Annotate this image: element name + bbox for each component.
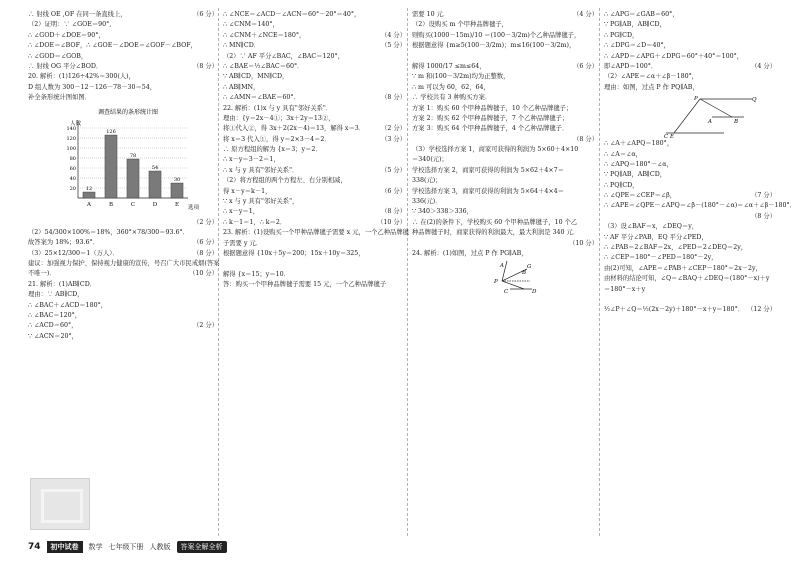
y-tick-label: 60 [69, 165, 76, 172]
answer-line [28, 83, 218, 93]
answer-text: 得 x－y＝k－1， [223, 187, 272, 195]
answer-text: ∴ ∠QPE＝∠CEP＝∠β， [604, 192, 677, 200]
answer-column-3 [412, 10, 598, 297]
answer-line [604, 212, 776, 222]
score-mark: （12 分） [745, 305, 776, 315]
answer-text: 336(元)． [412, 198, 442, 206]
answer-text: 21. 解析：(1)AB∥CD． [28, 280, 97, 288]
answer-line [28, 31, 218, 41]
answer-line [28, 218, 218, 228]
answer-text: 则购买(1000－15m)/10 ＝(100－3/2m)个乙种品牌毽子， [412, 31, 581, 39]
bar [105, 135, 117, 198]
answer-text: 22. 解析：(1)x 与 y 具有"邻好关系"． [223, 104, 333, 112]
q19-solution-tail [28, 10, 218, 72]
answer-line [604, 10, 776, 20]
fig1-label-a: A [500, 263, 504, 270]
answer-text: 理由：{y＝2x－4①；3x＋2y＝13②， [223, 114, 335, 122]
answer-text: ∴ 射线 OE ,OF 在同一条直线上， [28, 11, 127, 18]
answer-text: ∵ 340＞338＞336， [412, 208, 473, 216]
answer-line [223, 197, 406, 207]
fig2-label-p: P [694, 96, 698, 103]
answer-line [604, 160, 776, 170]
answer-text: 需要 10 元． [412, 11, 450, 18]
score-mark: （2 分） [379, 124, 406, 134]
answer-text: ∴ ∠APE＝∠QPE－∠APQ＝∠β－(180°－∠α)＝∠α＋∠β－180°． [604, 202, 796, 210]
answer-text: ∴ MN∥CD． [223, 42, 261, 50]
y-axis-label: 人数 [70, 120, 82, 127]
answer-text: ∴ ∠GOD＝∠GOB， [28, 52, 88, 60]
answer-line [223, 280, 406, 290]
answer-line [28, 290, 218, 300]
score-mark: （4 分） [749, 62, 776, 72]
score-mark: （4 分） [379, 31, 406, 41]
answer-line [223, 83, 406, 93]
answer-text: 解得 {x＝15；y＝10． [223, 270, 290, 278]
answer-line [223, 228, 409, 238]
answer-line [223, 41, 406, 51]
answer-text: 将①代入②，得 3x＋2(2x－4)＝13，解得 x＝3． [223, 125, 366, 133]
bar-value-label: 30 [173, 176, 181, 183]
footer-edition: 人教版 [149, 543, 171, 551]
score-mark: （3 分） [379, 135, 406, 145]
fig2-label-q: Q [752, 97, 757, 104]
answer-line [604, 41, 776, 51]
fig2-label-b: B [734, 119, 739, 126]
bar [83, 192, 95, 198]
page-footer [28, 540, 227, 554]
score-mark: （7 分） [749, 191, 776, 201]
answer-line [412, 52, 598, 62]
answer-line [223, 270, 406, 280]
answer-line [223, 155, 406, 165]
answer-line [223, 72, 406, 82]
answer-text: 建议：加强视力保护、保持视力健康的宣传，号召广大市民戒烟(答案 [28, 260, 220, 268]
q23-q24-solution [412, 10, 598, 259]
answer-text: ∴ ∠NCE＝∠ACD－∠ACN＝60°－20°＝40°， [223, 11, 361, 18]
answer-line [412, 124, 598, 134]
answer-line [28, 41, 218, 51]
answer-line [412, 114, 598, 124]
answer-text: 23. 解析：(1)设购买一个甲种品牌毽子需要 x 元，一个乙种品牌毽 [223, 229, 409, 237]
answer-line [412, 239, 598, 249]
fig2-label-c: C [664, 134, 669, 141]
answer-line [412, 228, 598, 238]
answer-line [604, 285, 776, 295]
answer-line [604, 181, 776, 191]
answer-line [604, 72, 776, 82]
answer-line [604, 222, 776, 232]
bar [127, 159, 139, 198]
answer-line [412, 176, 598, 186]
answer-text: ∵ m 和(100－3/2m)均为正整数， [412, 73, 510, 81]
answer-text: ∴ ∠BAE＝½∠BAC＝60°． [223, 62, 304, 70]
answer-line [223, 145, 406, 155]
answer-text: （3）25×12/300＝1（万人）． [28, 249, 119, 257]
answer-text: ∴ m 可以为 60，62，64， [412, 83, 490, 91]
brand-logo: 初中试卷 [47, 541, 83, 553]
answer-text: 方案 2：购买 62 个甲种品牌毽子，7 个乙种品牌毽子； [412, 114, 569, 122]
geometry-figure-2 [604, 93, 776, 139]
answer-text: 338(元)； [412, 177, 442, 185]
answer-text: ∴ ∠DPG＝∠D＝40°， [604, 42, 670, 50]
y-tick-label: 140 [66, 125, 76, 132]
answer-text: （2）54/300×100%＝18%，360°×78/300＝93.6°． [28, 228, 189, 236]
answer-line [223, 20, 406, 30]
q24-solution-part2 [604, 139, 796, 316]
answer-line [412, 135, 598, 145]
answer-line [412, 155, 598, 165]
x-tick-label: D [152, 201, 158, 208]
x-tick-label: A [87, 201, 91, 208]
answer-column-4 [604, 10, 796, 316]
answer-text: ∴ PQ∥CD， [604, 181, 639, 189]
answer-line [412, 83, 598, 93]
answer-line [604, 233, 776, 243]
answer-line [223, 239, 406, 249]
q24-solution-part1 [604, 10, 776, 93]
answer-line [604, 295, 776, 305]
answer-text: ∴ ∠ACD＝60°， [28, 322, 78, 330]
figure-q24-2 [604, 93, 776, 139]
answer-line [223, 218, 406, 228]
answer-line [28, 280, 218, 290]
answer-line [412, 197, 598, 207]
answer-text: ＝180°－x＋y [604, 285, 646, 293]
score-mark: （6 分） [191, 10, 218, 20]
score-mark: （2 分） [191, 321, 218, 331]
page-number: 74 [28, 542, 41, 552]
answer-text: 学校选择方案 2，商家可获得的利润为 5×62＋4×7＝ [412, 166, 564, 174]
bar-value-label: 126 [106, 128, 116, 135]
answer-text: 理由：如图，过点 P 作 PQ∥AB， [604, 83, 699, 91]
bar-value-label: 12 [85, 185, 93, 192]
answer-line [412, 187, 598, 197]
score-mark: （8 分） [191, 249, 218, 259]
answer-text: （3）学校选择方案 1，商家可获得的利润为 5×60＋4×10 [412, 146, 579, 154]
answer-text: ∴ ∠A＋∠APQ＝180°， [604, 140, 674, 148]
y-tick-label: 40 [69, 175, 76, 182]
answer-line [412, 41, 598, 51]
answer-line [28, 321, 218, 331]
answer-line [412, 104, 598, 114]
answer-line [604, 150, 776, 160]
answer-text: 方案 1：购买 60 个甲种品牌毽子，10 个乙种品牌毽子； [412, 104, 573, 112]
answer-text: ∴ ∠DOE＝∠BOF，∴ ∠GOE－∠DOE＝∠GOF－∠BOF， [28, 42, 197, 50]
answer-text: 子需要 y 元． [223, 239, 263, 247]
answer-text: ∴ ∠A＝∠α， [604, 150, 642, 158]
answer-line [28, 20, 218, 30]
answer-line [412, 218, 598, 228]
answer-text: ∴ ∠BAC＋∠ACD＝180°， [28, 301, 108, 309]
answer-line [223, 259, 406, 269]
x-tick-label: E [174, 201, 180, 208]
answer-line [412, 62, 598, 72]
column-divider [407, 8, 408, 536]
answer-line [223, 104, 406, 114]
answer-line [604, 243, 776, 253]
score-mark: （8 分） [191, 62, 218, 72]
answer-text: （2）∠APE＝∠α＋∠β－180°， [604, 73, 699, 81]
answer-line [28, 259, 218, 269]
footer-subject: 数学 [88, 543, 103, 551]
bar-chart-svg [38, 106, 208, 216]
answer-text: ∴ ∠PAB＝2∠BAF＝2x，∠PED＝2∠DEQ＝2y， [604, 244, 748, 252]
answer-line [223, 52, 406, 62]
answer-text: 不唯一)． [28, 270, 56, 278]
answer-text: ∵ x 与 y 具有"邻好关系"， [223, 198, 299, 206]
answer-line [604, 274, 776, 284]
footer-badge: 答案全解全析 [177, 541, 227, 553]
answer-line [28, 332, 218, 342]
bar [149, 171, 161, 198]
answer-line [28, 228, 218, 238]
answer-line [604, 253, 776, 263]
answer-text: ∴ x－y＝1， [223, 208, 260, 216]
answer-text: ∴ AB∥MN， [223, 83, 260, 91]
geometry-figure-1 [412, 259, 598, 297]
answer-text: 将 x＝3 代入①，得 y＝2×3－4＝2． [223, 135, 331, 143]
fig1-label-d: D [532, 289, 537, 296]
answer-line [604, 52, 776, 62]
answer-text: ∴ ∠GOD＋∠DOE＝90°， [28, 31, 105, 39]
answer-line [223, 135, 406, 145]
q20-solution [28, 72, 218, 103]
x-tick-label: B [108, 201, 114, 208]
score-mark: （5 分） [379, 41, 406, 51]
score-mark: （8 分） [571, 135, 598, 145]
answer-line [223, 62, 406, 72]
answer-line [223, 31, 406, 41]
score-mark: （2 分） [191, 218, 218, 228]
answer-line [28, 269, 218, 279]
answer-line [412, 166, 598, 176]
answer-text: 补全条形统计图如图． [28, 94, 91, 102]
answer-line [604, 20, 776, 30]
answer-text: 由材料的结论可知，∠Q＝∠BAQ＋∠DEQ＝(180°－x)＋y [604, 275, 770, 283]
answer-text: ½∠P＋∠Q＝½(2x－2y)＋180°－x＋y＝180°． [604, 306, 745, 314]
answer-line [223, 124, 406, 134]
answer-text: ∴ ∠CNM＋∠NCE＝180°， [223, 31, 306, 39]
q21-q23-solution [223, 10, 409, 291]
bar-value-label: 54 [151, 164, 159, 171]
fig2-label-e: E [670, 134, 675, 141]
answer-line [28, 10, 218, 20]
footer-grade: 七年级下册 [108, 543, 144, 551]
answer-line [28, 311, 218, 321]
score-mark: （8 分） [379, 207, 406, 217]
answer-text: ∴ ∠CNM＝140°， [223, 21, 279, 29]
answer-line [604, 191, 776, 201]
q20-q21-solution [28, 218, 218, 343]
y-tick-label: 20 [69, 185, 76, 192]
y-tick-label: 80 [69, 155, 76, 162]
score-mark: （10 分） [375, 218, 406, 228]
answer-line [223, 207, 406, 217]
answer-text: 由(2)可知，∠APE＝∠PAB＋∠CEP－180°＝2x－2y， [604, 264, 762, 272]
answer-text: ＝340(元)； [412, 156, 448, 164]
answer-text: 答：购买一个甲种品牌毽子需要 15 元，一个乙种品牌毽子 [223, 281, 387, 289]
answer-text: 根据题意得 {10x＋5y＝200；15x＋10y＝325， [223, 249, 365, 257]
answer-text: （2）∵ AF 平分∠BAC，∠BAC＝120°， [223, 52, 345, 60]
answer-line [412, 207, 598, 217]
answer-text: 20. 解析：(1)126÷42%＝300(人)， [28, 73, 135, 81]
score-mark: （5 分） [379, 166, 406, 176]
answer-text: ∴ PG∥CD， [604, 31, 639, 39]
score-mark: （8 分） [379, 93, 406, 103]
answer-line [412, 10, 598, 20]
answer-text: ∵ ∠ACN＝20°， [28, 332, 78, 340]
answer-text: ∴ x 与 y 具有"邻好关系"． [223, 166, 299, 174]
answer-text: （3）设∠BAF＝x，∠DEQ＝y， [604, 223, 699, 231]
answer-text: ∴ ∠CEP＝180°－∠PED＝180°－2y， [604, 254, 718, 262]
column-divider [599, 8, 600, 536]
answer-line [412, 31, 598, 41]
answer-text: 方案 3：购买 64 个甲种品牌毽子，4 个乙种品牌毽子． [412, 125, 569, 133]
answer-text: （2）将方程组的两个方程左、右分别相减， [223, 177, 347, 185]
score-mark: （6 分） [191, 238, 218, 248]
answer-text: 24. 解析：(1)如图，过点 P 作 PG∥AB， [412, 249, 528, 257]
answer-text: ∴ ∠AMN＝∠BAE＝60°． [223, 94, 300, 102]
answer-line [604, 201, 796, 211]
answer-text: ∴ k－1＝1，∴ k＝2． [223, 218, 287, 226]
answer-text: ∵ PQ∥AB，AB∥CD， [604, 171, 667, 179]
answer-text: ∴ x－y＝3－2＝1， [223, 156, 280, 164]
answer-text: 种品牌毽子时，商家获得的利润最大，最大利润是 340 元． [412, 229, 580, 237]
score-mark: （4 分） [571, 10, 598, 20]
answer-line [28, 52, 218, 62]
y-tick-label: 100 [66, 145, 76, 152]
answer-line [412, 249, 598, 259]
answer-text: ∵ AF 平分∠PAB，EQ 平分∠PED， [604, 233, 708, 241]
answer-line [28, 238, 218, 248]
answer-text: 故答案为 18%；93.6°． [28, 239, 99, 247]
answer-line [604, 139, 776, 149]
bar-chart [38, 106, 218, 216]
score-mark: （6 分） [379, 187, 406, 197]
answer-line [604, 83, 776, 93]
score-mark: （10 分） [187, 269, 218, 279]
fig1-label-p: P [494, 279, 498, 286]
answer-text: ∵ AB∥CD，MN∥CD， [223, 73, 289, 81]
answer-column-1 [28, 10, 218, 342]
answer-line [223, 93, 406, 103]
answer-text: 学校选择方案 3，商家可获得的利润为 5×64＋4×4＝ [412, 187, 564, 195]
answer-line [223, 10, 406, 20]
answer-text: ∵ PG∥AB，AB∥CD， [604, 21, 666, 29]
answer-line [412, 20, 598, 30]
score-mark: （10 分） [567, 239, 598, 249]
answer-text: ∴ 在(2)的条件下，学校购买 60 个甲种品牌毽子，10 个乙 [412, 218, 578, 226]
answer-text: ∴ ∠APD＝∠APG＋∠DPG＝60°＋40°＝100°， [604, 52, 744, 60]
answer-line [28, 249, 218, 259]
answer-text: ∴ ∠APQ＝180°－∠α， [604, 160, 673, 168]
answer-line [223, 114, 406, 124]
answer-text: （2）证明：∵ ∠GOE＝90°, [28, 21, 112, 29]
y-tick-label: 120 [66, 135, 76, 142]
figure-q24-1 [412, 259, 598, 297]
answer-text: 解得 1000/17 ≤m≤64， [412, 62, 486, 70]
answer-line [412, 72, 598, 82]
answer-line [223, 249, 406, 259]
answer-text: 根据题意得 {m≥5(100－3/2m)；m≤16(100－3/2m)， [412, 42, 576, 50]
answer-text: D 组人数为 300－12－126－78－30＝54， [28, 83, 157, 91]
bar-value-label: 78 [129, 152, 137, 159]
score-mark: （6 分） [571, 62, 598, 72]
answer-line [412, 93, 598, 103]
fig2-label-a: A [708, 119, 712, 126]
answer-column-2 [223, 10, 409, 291]
fig1-label-g: G [527, 264, 532, 271]
x-tick-label: C [130, 201, 136, 208]
column-divider [218, 8, 219, 536]
answer-line [412, 145, 598, 155]
answer-line [223, 187, 406, 197]
answer-text: 理由：∵ AB∥CD， [28, 291, 84, 299]
fig1-label-c: C [504, 289, 509, 296]
score-mark: （8 分） [749, 212, 776, 222]
answer-line [28, 93, 218, 103]
answer-line [604, 305, 776, 315]
answer-line [28, 72, 218, 82]
answer-line [604, 62, 776, 72]
answer-line [223, 176, 406, 186]
answer-line [223, 166, 406, 176]
bar [171, 183, 183, 198]
answer-line [604, 264, 776, 274]
watermark-stamp [30, 478, 90, 530]
answer-line [28, 62, 218, 72]
answer-line [604, 31, 776, 41]
answer-text: ∴ 射线 OG 平分∠BOD． [28, 62, 103, 70]
answer-text: ∴ 学校共有 3 种购买方案． [412, 94, 492, 102]
answer-text: ∴ ∠APG＝∠GAB＝60°， [604, 11, 679, 18]
answer-text: ∴ ∠BAC＝120°， [28, 312, 82, 320]
answer-line [604, 170, 776, 180]
x-axis-label: 选项 [188, 204, 200, 211]
answer-text: ∴ 原方程组的解为 {x＝3；y＝2． [223, 146, 322, 154]
answer-text: （2）设购买 m 个甲种品牌毽子， [412, 21, 508, 29]
chart-title: 调查结果的条形统计图 [97, 108, 159, 116]
answer-line [28, 301, 218, 311]
answer-text: 即∠APD＝100°． [604, 62, 658, 70]
fig1-label-b: B [522, 270, 527, 277]
